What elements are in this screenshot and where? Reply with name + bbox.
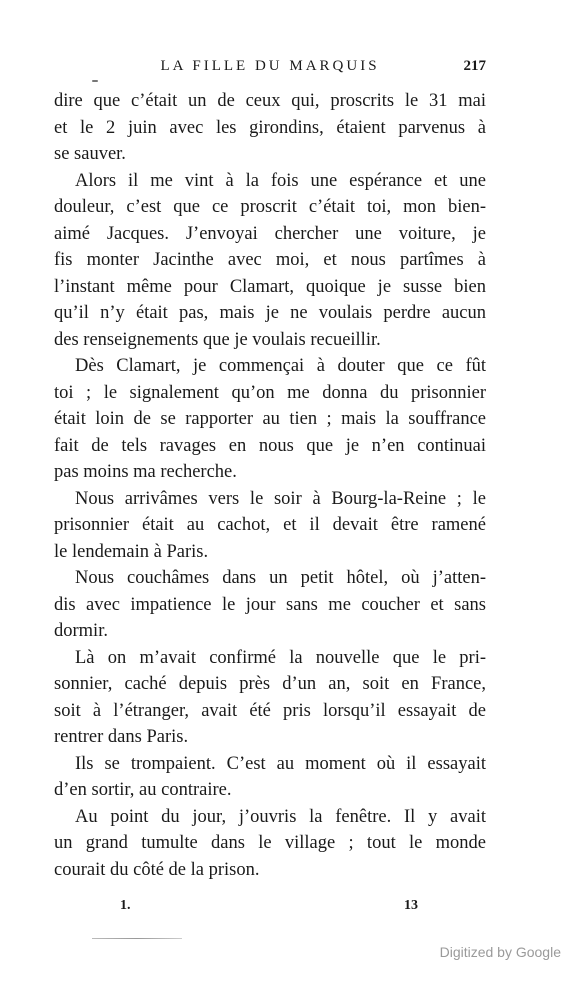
text-line: dormir. — [54, 621, 108, 641]
paragraph — [54, 565, 486, 645]
text-line: aimé Jacques. J’envoyai chercher une voiture, je — [54, 223, 486, 244]
body-text — [54, 88, 486, 883]
page-number: 217 — [463, 58, 486, 74]
text-line: fait de tels ravages en nous que je n’en continuai — [54, 435, 486, 456]
text-line: toi ; le signalement qu’on me donna du prisonnier — [54, 382, 486, 403]
text-line: rentrer dans Paris. — [54, 727, 189, 747]
paragraph — [54, 804, 486, 884]
text-line: Nous couchâmes dans un petit hôtel, où j’atten- — [75, 568, 486, 588]
text-line: Au point du jour, j’ouvris la fenêtre. Il y avait — [75, 806, 486, 827]
text-line: Ils se trompaient. C’est au moment où il essayait — [75, 753, 486, 774]
text-line: Alors il me vint à la fois une espérance et une — [75, 170, 486, 191]
text-line: courait du côté de la prison. — [54, 859, 260, 880]
paragraph — [54, 645, 486, 751]
text-line: dis avec impatience le jour sans me coucher et sans — [54, 594, 486, 615]
text-line: Là on m’avait confirmé la nouvelle que le pri- — [75, 647, 486, 668]
text-line: le lendemain à Paris. — [54, 541, 209, 562]
text-line: et le 2 juin avec les girondins, étaient parvenus à — [54, 117, 486, 138]
ink-smudge — [92, 938, 182, 939]
text-line: Dès Clamart, je commençai à douter que ce fût — [75, 356, 486, 376]
page-header — [54, 56, 486, 80]
ink-speck — [92, 80, 98, 82]
sheet-number: 13 — [404, 898, 418, 913]
text-line: d’en sortir, au contraire. — [54, 780, 232, 800]
watermark: Digitized by Google — [439, 944, 561, 960]
paragraph — [54, 486, 486, 566]
text-line: sonnier, caché depuis près d’un an, soit en France, — [54, 674, 486, 694]
page-footer — [54, 898, 486, 920]
text-line: Nous arrivâmes vers le soir à Bourg-la-Reine ; le — [75, 488, 486, 509]
text-line: dire que c’était un de ceux qui, proscrits le 31 mai — [54, 91, 486, 111]
text-line: était loin de se rapporter au tien ; mais la souffrance — [54, 409, 486, 429]
paragraph — [54, 168, 486, 354]
text-line: l’instant même pour Clamart, quoique je susse bien — [54, 276, 486, 297]
text-line: soit à l’étranger, avait été pris lorsqu’il essayait de — [54, 700, 486, 721]
text-line: fis monter Jacinthe avec moi, et nous partîmes à — [54, 250, 486, 270]
text-line: se sauver. — [54, 144, 126, 164]
text-line: pas moins ma recherche. — [54, 462, 237, 482]
paragraph — [54, 88, 486, 168]
paragraph — [54, 751, 486, 804]
running-title: LA FILLE DU MARQUIS — [160, 58, 380, 74]
signature-mark: 1. — [120, 898, 131, 913]
text-line: un grand tumulte dans le village ; tout le monde — [54, 833, 486, 853]
paragraph — [54, 353, 486, 486]
text-line: prisonnier était au cachot, et il devait être ramené — [54, 515, 486, 535]
text-line: douleur, c’est que ce proscrit c’était toi, mon bien- — [54, 197, 486, 217]
text-line: qu’il n’y était pas, mais je ne voulais perdre aucun — [54, 303, 486, 323]
text-line: des renseignements que je voulais recueillir. — [54, 329, 381, 350]
